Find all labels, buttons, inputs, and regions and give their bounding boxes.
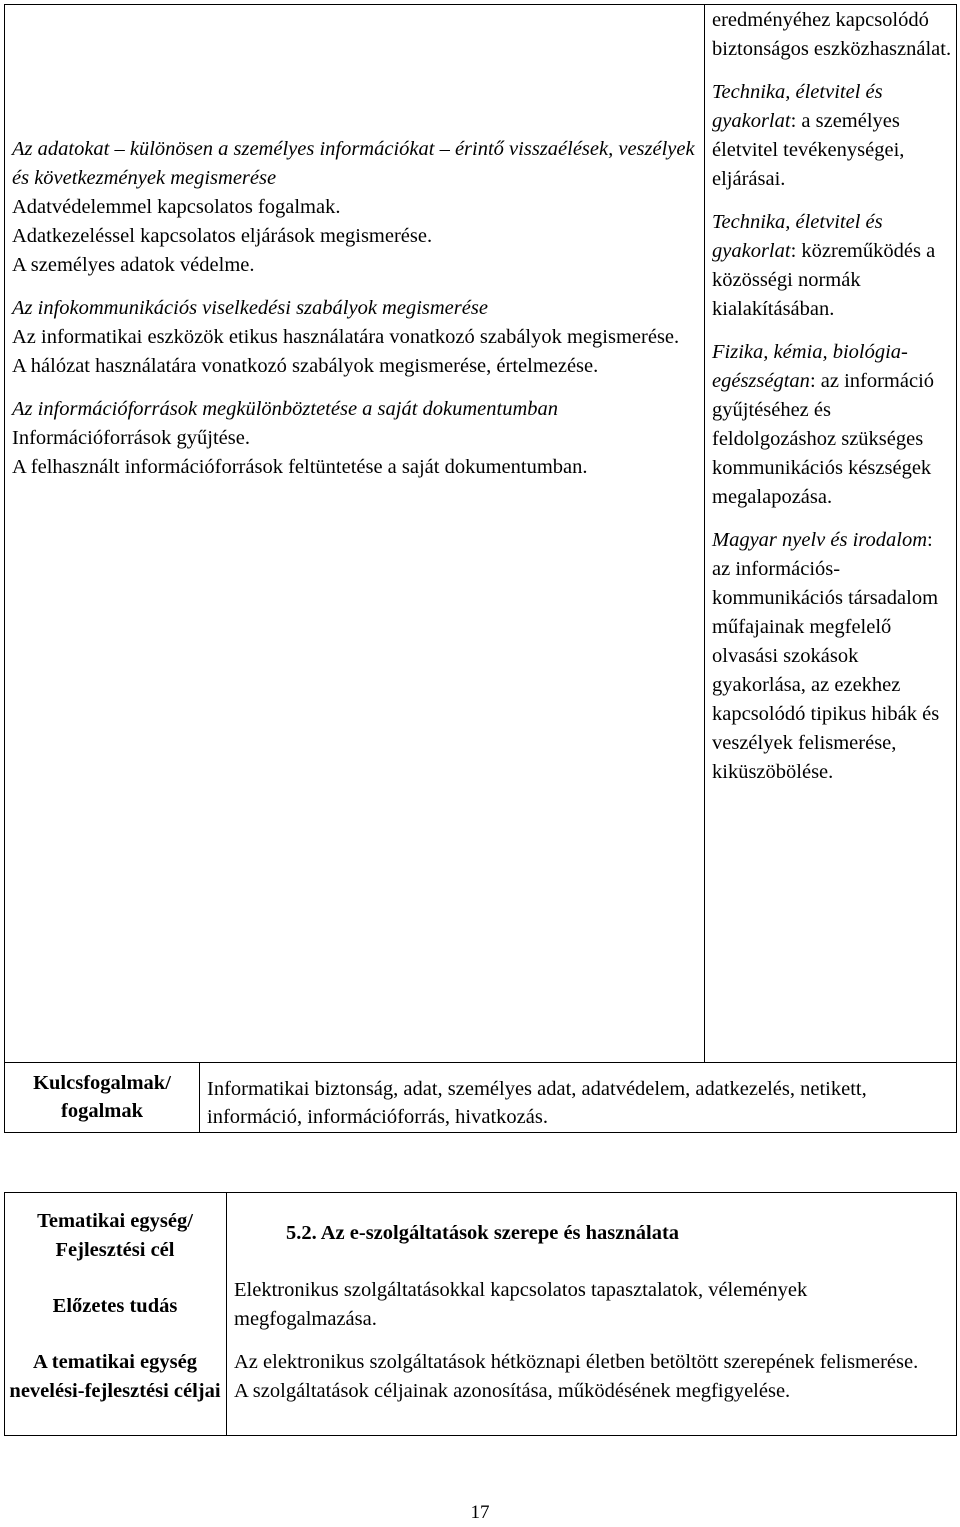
block-line: Adatvédelemmel kapcsolatos fogalmak. <box>12 196 341 218</box>
keywords-label: Kulcsfogalmak/ fogalmak <box>33 1072 171 1122</box>
subject-name: Technika, életvitel és gyakorlat <box>712 81 883 132</box>
connection-magyar <box>712 526 952 787</box>
subject-name: Technika, életvitel és gyakorlat <box>712 211 883 262</box>
table1-col-divider <box>704 4 705 1062</box>
content-block-info-sources <box>12 395 697 482</box>
block-heading: Az infokommunikációs viselkedési szabályok megismerése <box>12 297 488 319</box>
connection-technika-2 <box>712 208 952 324</box>
content-block-data-protection <box>12 135 697 280</box>
table2-goals-label: A tematikai egység nevelési-fejlesztési céljai <box>9 1351 221 1402</box>
goal-line: Az elektronikus szolgáltatások hétköznapi életben betöltött szerepének felismerése. <box>234 1351 919 1373</box>
page-number: 17 <box>470 1502 490 1523</box>
table1-row-divider <box>4 1062 957 1063</box>
block-heading: Az adatokat – különösen a személyes információkat – érintő visszaélések, veszélyek és következmények megismerése <box>12 138 695 189</box>
table2-prior-knowledge-text: Elektronikus szolgáltatásokkal kapcsolatos tapasztalatok, vélemények megfogalmazása. <box>234 1279 808 1330</box>
block-line: Az informatikai eszközök etikus használatára vonatkozó szabályok megismerése. <box>12 326 680 348</box>
connection-continued-text: eredményéhez kapcsolódó biztonságos eszközhasználat. <box>712 9 952 60</box>
goal-line: A szolgáltatások céljainak azonosítása, működésének megfigyelése. <box>234 1380 791 1402</box>
connection-text: : az információs-kommunikációs társadalom műfajainak megfelelő olvasási szokások gyakorlása, az ezekhez kapcsolódó tipikus hibák és veszélyek felismerése, kiküszöbölése. <box>712 529 940 783</box>
table2-goals-text <box>234 1348 950 1406</box>
table1-keyword-divider <box>199 1062 200 1133</box>
block-heading: Az információforrások megkülönböztetése a saját dokumentumban <box>12 398 559 420</box>
table1-right-border <box>956 4 957 1133</box>
table2-col-divider <box>226 1192 227 1436</box>
block-line: A hálózat használatára vonatkozó szabályok megismerése, értelmezése. <box>12 355 599 377</box>
table2-left-border <box>4 1192 5 1436</box>
connection-text: : közreműködés a közösségi normák kialakításában. <box>712 240 936 320</box>
table1-top-border <box>4 4 957 5</box>
table1-bottom-border <box>4 1132 957 1133</box>
table2-right-border <box>956 1192 957 1436</box>
subject-name: Magyar nyelv és irodalom <box>712 529 928 551</box>
table2-top-border <box>4 1192 957 1193</box>
block-line: A személyes adatok védelme. <box>12 254 255 276</box>
block-line: Információforrások gyűjtése. <box>12 427 250 449</box>
subject-name: Fizika, kémia, biológia-egészségtan <box>712 341 908 392</box>
table2-unit-title: 5.2. Az e-szolgáltatások szerepe és használata <box>286 1222 680 1244</box>
connection-text: : az információ gyűjtéséhez és feldolgozáshoz szükséges kommunikációs készségek megalapozása. <box>712 370 935 508</box>
block-line: A felhasznált információforrások feltüntetése a saját dokumentumban. <box>12 456 588 478</box>
table1-right-cell <box>712 6 952 801</box>
content-block-infocomm-rules <box>12 294 697 381</box>
block-line: Adatkezeléssel kapcsolatos eljárások megismerése. <box>12 225 433 247</box>
connection-text: : a személyes életvitel tevékenységei, eljárásai. <box>712 110 905 190</box>
table1-left-cell <box>12 135 697 496</box>
table2-prior-knowledge-label: Előzetes tudás <box>52 1295 178 1317</box>
table1-left-border <box>4 4 5 1133</box>
connection-fizika <box>712 338 952 512</box>
connection-technika-1 <box>712 78 952 194</box>
table2-bottom-border <box>4 1435 957 1436</box>
keywords-text: Informatikai biztonság, adat, személyes adat, adatvédelem, adatkezelés, netikett, információ, információforrás, hivatkozás. <box>207 1078 867 1128</box>
table2-unit-label: Tematikai egység/ Fejlesztési cél <box>37 1210 193 1261</box>
